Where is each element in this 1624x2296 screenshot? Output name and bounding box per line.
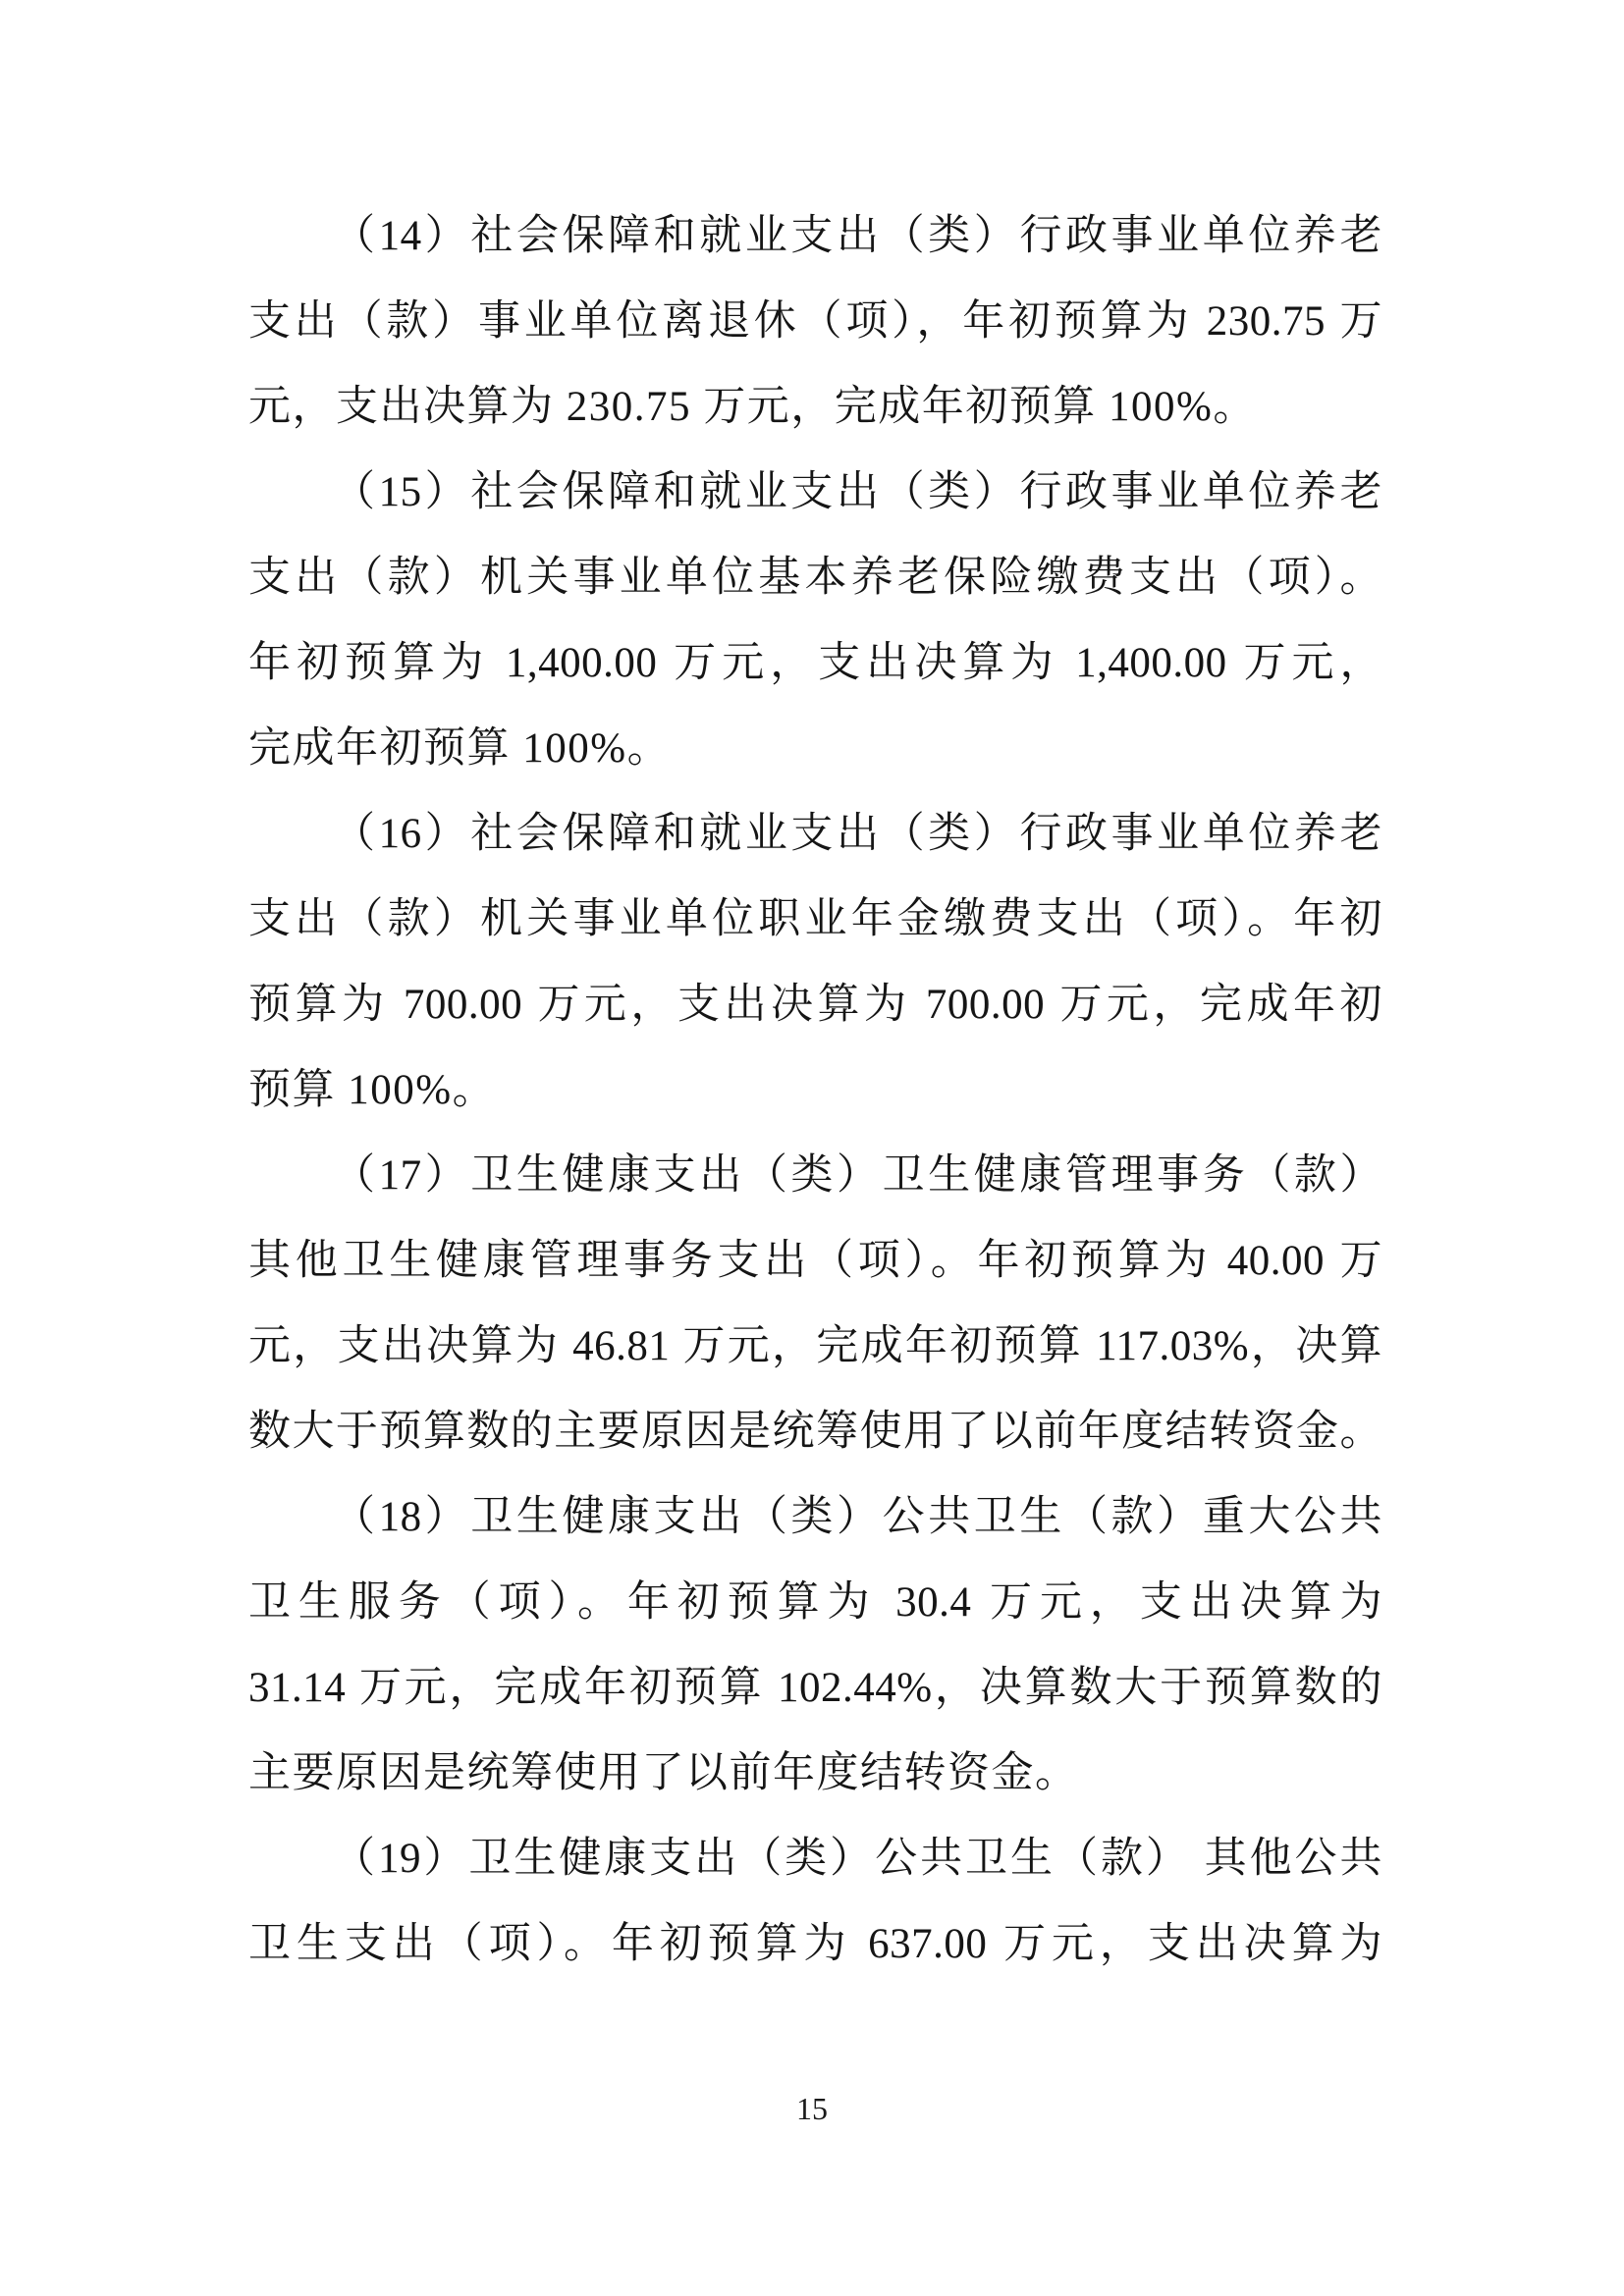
text-line: 完成年初预算 100%。 — [248, 725, 672, 772]
text-line: （18）卫生健康支出（类）公共卫生（款）重大公共 — [333, 1494, 1382, 1540]
text-line: 卫生支出（项）。年初预算为 637.00 万元，支出决算为 — [248, 1921, 1382, 1967]
text-line: 支出（款）机关事业单位职业年金缴费支出（项）。年初 — [248, 896, 1382, 942]
text-line: 支出（款）事业单位离退休（项），年初预算为 230.75 万 — [248, 298, 1382, 345]
text-line: 预算 100%。 — [248, 1067, 497, 1113]
text-line: （19）卫生健康支出（类）公共卫生（款） 其他公共 — [333, 1836, 1382, 1882]
text-line: 预算为 700.00 万元，支出决算为 700.00 万元，完成年初 — [248, 982, 1382, 1028]
paragraph-item-18 — [248, 1474, 1382, 1816]
text-line: （16）社会保障和就业支出（类）行政事业单位养老 — [333, 811, 1382, 857]
text-line: （15）社会保障和就业支出（类）行政事业单位养老 — [333, 469, 1382, 515]
text-line: 主要原因是统筹使用了以前年度结转资金。 — [248, 1750, 1079, 1796]
paragraph-item-14 — [248, 193, 1382, 450]
page-number: 15 — [796, 2091, 828, 2126]
text-line: （14）社会保障和就业支出（类）行政事业单位养老 — [333, 213, 1382, 259]
text-line: 31.14 万元，完成年初预算 102.44%，决算数大于预算数的 — [248, 1665, 1382, 1711]
text-line: 年初预算为 1,400.00 万元，支出决算为 1,400.00 万元， — [248, 640, 1382, 686]
text-block — [248, 193, 1382, 1987]
text-line: （17）卫生健康支出（类）卫生健康管理事务（款） — [333, 1152, 1382, 1199]
text-line: 支出（款）机关事业单位基本养老保险缴费支出（项）。 — [248, 555, 1382, 601]
text-line: 卫生服务（项）。年初预算为 30.4 万元，支出决算为 — [248, 1579, 1382, 1626]
text-line: 数大于预算数的主要原因是统筹使用了以前年度结转资金。 — [248, 1409, 1382, 1455]
paragraph-item-19 — [248, 1816, 1382, 1987]
text-line: 元，支出决算为 230.75 万元，完成年初预算 100%。 — [248, 384, 1257, 430]
text-line: 其他卫生健康管理事务支出（项）。年初预算为 40.00 万 — [248, 1238, 1382, 1284]
text-line: 元，支出决算为 46.81 万元，完成年初预算 117.03%，决算 — [248, 1323, 1382, 1369]
paragraph-item-17 — [248, 1133, 1382, 1474]
paragraph-item-16 — [248, 791, 1382, 1133]
paragraph-item-15 — [248, 450, 1382, 791]
